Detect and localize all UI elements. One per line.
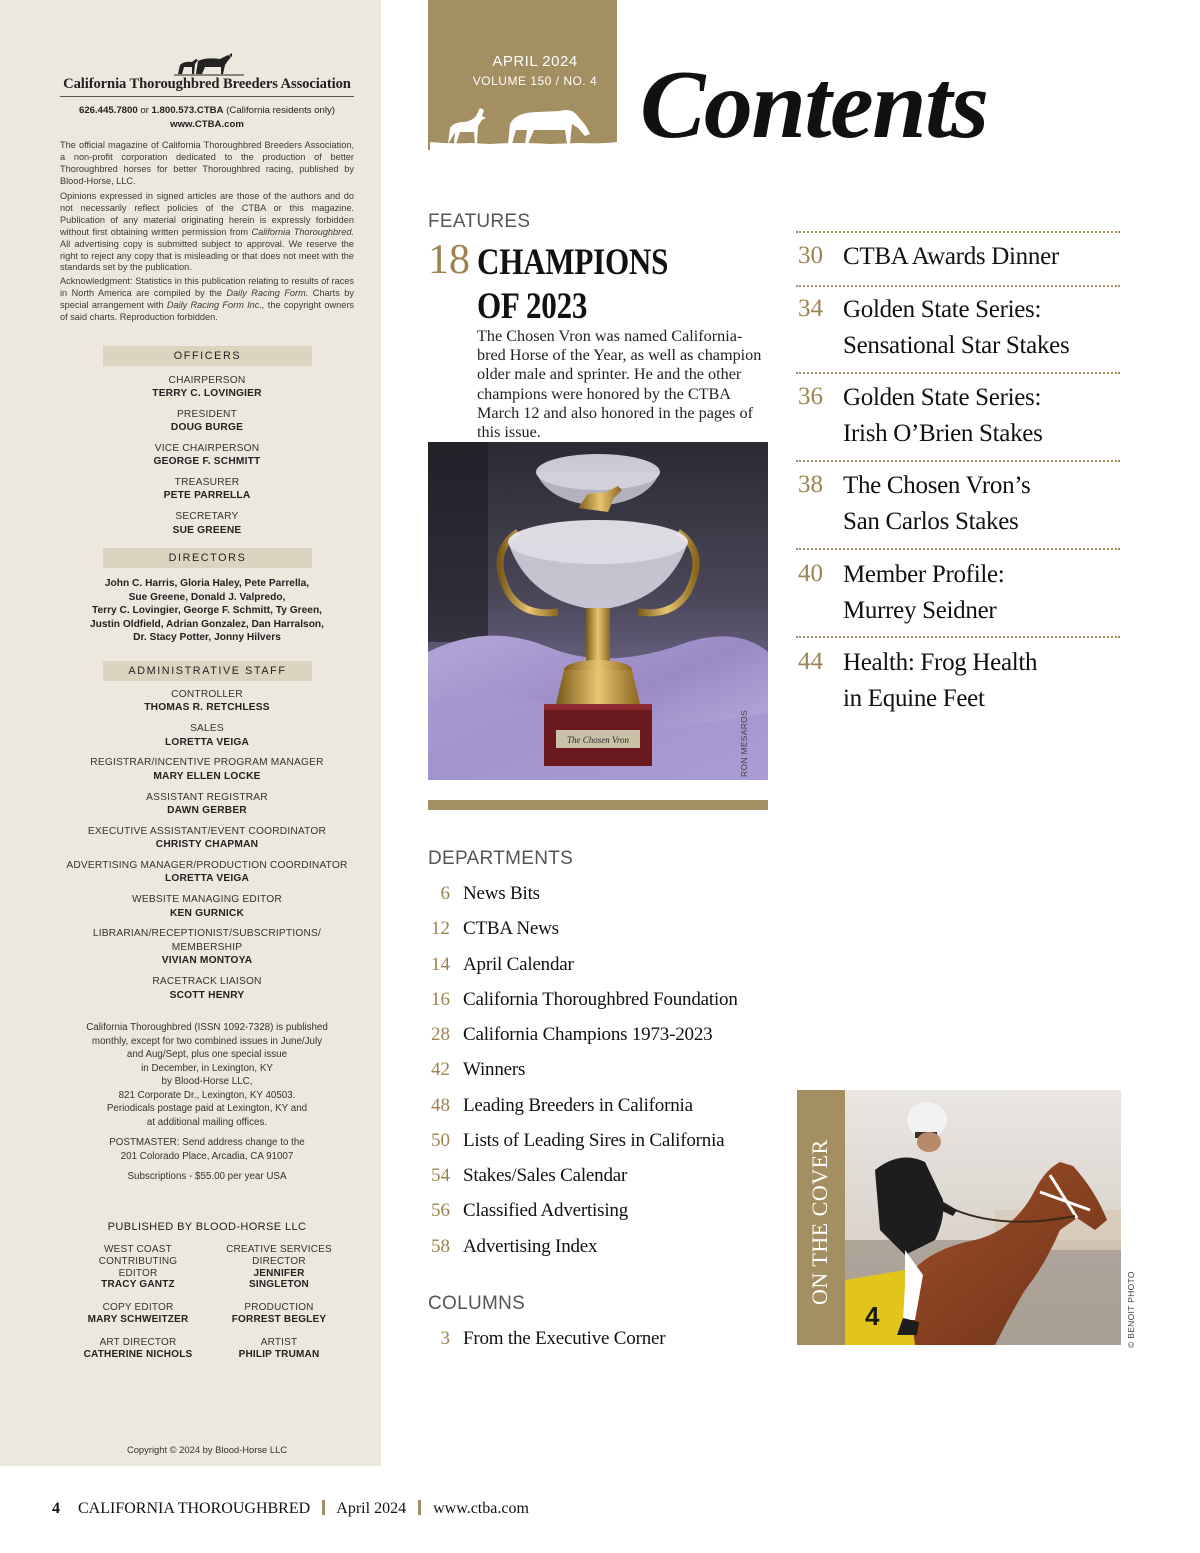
- about-paragraph: The official magazine of California Thoroughbred Breeders Association, a non-profit corporation dedicated to the production of better Thoroughbred horses for better Thoroughbred racing, published by Blood-Horse, LLC.: [60, 140, 354, 186]
- staff-credit: [204, 1302, 354, 1326]
- directors-line: John C. Harris, Gloria Haley, Pete Parrella,: [104, 578, 310, 589]
- dotted-divider: [796, 636, 1120, 638]
- staff-role: ADVERTISING MANAGER/PRODUCTION COORDINATOR: [66, 860, 348, 871]
- officer-name: SUE GREENE: [172, 525, 242, 536]
- department-page[interactable]: 6: [440, 883, 450, 904]
- published-by: PUBLISHED BY BLOOD-HORSE LLC: [107, 1221, 307, 1233]
- feature-page[interactable]: 36: [798, 383, 823, 410]
- directors-line: Sue Greene, Donald J. Valpredo,: [128, 591, 286, 603]
- department-title[interactable]: Leading Breeders in California: [463, 1095, 693, 1116]
- department-page[interactable]: 54: [431, 1165, 450, 1186]
- divider: [60, 96, 354, 97]
- department-title[interactable]: News Bits: [463, 883, 540, 904]
- phone-or: or: [140, 105, 149, 116]
- postmaster-line: POSTMASTER: Send address change to the: [109, 1137, 305, 1148]
- credit-name: FORREST BEGLEY: [231, 1313, 327, 1325]
- feature-title-line: Golden State Series:: [843, 296, 1042, 323]
- feature-title[interactable]: [843, 239, 1173, 275]
- disclaimer-text: Opinions expressed in signed articles are those of the authors and do not necessarily reflect policies of the CTBA or this magazine. Publication of any material originating herein is expressly forbidden without first obtaining written permission from: [60, 191, 354, 237]
- phone-main: 626.445.7800: [78, 105, 138, 116]
- officer-role: PRESIDENT: [176, 409, 238, 420]
- issue-date: APRIL 2024: [492, 53, 578, 70]
- masthead-sidebar: [0, 0, 381, 1466]
- cover-photo-credit: © BENOIT PHOTO: [1126, 1271, 1136, 1348]
- feature-title-line: in Equine Feet: [843, 685, 985, 712]
- website-link[interactable]: www.CTBA.com: [170, 119, 244, 130]
- staff-role-continued: MEMBERSHIP: [171, 942, 243, 953]
- officer-name: TERRY C. LOVINGIER: [152, 388, 262, 399]
- publication-line: by Blood-Horse LLC,: [161, 1076, 253, 1087]
- publication-line: and Aug/Sept, plus one special issue: [126, 1049, 288, 1060]
- ack-text-2: Charts by special arrangement with: [60, 287, 354, 310]
- association-name: California Thoroughbred Breeders Association: [63, 76, 351, 92]
- credit-role: CONTRIBUTING: [98, 1255, 178, 1267]
- page-title: Contents: [640, 51, 988, 159]
- staff-role: CONTROLLER: [171, 689, 243, 700]
- subscription-price: Subscriptions - $55.00 per year USA: [127, 1171, 287, 1182]
- feature-title[interactable]: [843, 380, 1173, 452]
- phone-note: (California residents only): [226, 105, 335, 116]
- credit-role: ARTIST: [260, 1337, 298, 1348]
- staff-role: RACETRACK LIAISON: [152, 976, 262, 987]
- publication-line: Periodicals postage paid at Lexington, KY and: [106, 1103, 308, 1114]
- column-title[interactable]: From the Executive Corner: [463, 1328, 666, 1349]
- footer-separator: [322, 1500, 325, 1515]
- features-heading: FEATURES: [428, 211, 531, 232]
- staff-name: VIVIAN MONTOYA: [161, 955, 253, 966]
- credit-name: SINGLETON: [249, 1279, 309, 1291]
- directors-heading: DIRECTORS: [103, 548, 312, 568]
- lead-feature-page[interactable]: 18: [428, 237, 470, 283]
- photo-credit: RON MESAROS: [739, 709, 749, 777]
- department-title[interactable]: Winners: [463, 1059, 526, 1080]
- department-page[interactable]: 12: [431, 918, 450, 939]
- lead-feature-title-line: OF 2023: [477, 286, 588, 327]
- department-title[interactable]: Lists of Leading Sires in California: [463, 1130, 725, 1151]
- lead-feature-title-line: CHAMPIONS: [477, 242, 669, 283]
- credit-name: PHILIP TRUMAN: [238, 1348, 320, 1360]
- staff-role: LIBRARIAN/RECEPTIONIST/SUBSCRIPTIONS/: [92, 928, 322, 939]
- credit-role: ART DIRECTOR: [99, 1337, 177, 1348]
- department-page[interactable]: 16: [431, 989, 450, 1010]
- dotted-divider: [796, 548, 1120, 550]
- officer-role: SECRETARY: [175, 511, 239, 522]
- department-page[interactable]: 48: [431, 1095, 450, 1116]
- copyright-notice: Copyright © 2024 by Blood-Horse LLC: [126, 1444, 288, 1455]
- feature-title-line: Member Profile:: [843, 561, 1005, 588]
- column-page[interactable]: 3: [440, 1328, 450, 1349]
- credit-role: PRODUCTION: [244, 1302, 314, 1313]
- staff-role: WEBSITE MANAGING EDITOR: [132, 894, 282, 905]
- staff-name: KEN GURNICK: [169, 908, 245, 919]
- directors-line: Justin Oldfield, Adrian Gonzalez, Dan Harralson,: [90, 618, 324, 630]
- phone-line: [0, 105, 414, 116]
- dotted-divider: [796, 231, 1120, 233]
- feature-title-line: San Carlos Stakes: [843, 508, 1019, 535]
- columns-heading: COLUMNS: [428, 1293, 526, 1314]
- department-page[interactable]: 42: [431, 1059, 450, 1080]
- feature-title-line: CTBA Awards Dinner: [843, 243, 1059, 270]
- feature-title[interactable]: [843, 292, 1173, 364]
- department-title[interactable]: Classified Advertising: [463, 1200, 629, 1221]
- cover-label: ON THE COVER: [807, 1139, 832, 1305]
- department-page[interactable]: 58: [431, 1236, 450, 1257]
- cover-photo[interactable]: [845, 1090, 1121, 1345]
- staff-name: SCOTT HENRY: [169, 990, 245, 1001]
- feature-page[interactable]: 30: [798, 242, 823, 269]
- department-page[interactable]: 56: [431, 1200, 450, 1221]
- credit-role: COPY EDITOR: [102, 1302, 174, 1313]
- staff-name: DAWN GERBER: [167, 805, 247, 816]
- departments-heading: DEPARTMENTS: [428, 848, 574, 869]
- svg-text:4: 4: [865, 1301, 880, 1331]
- disclaimer-paragraph: [60, 191, 354, 274]
- department-page[interactable]: 50: [431, 1130, 450, 1151]
- issue-volume: VOLUME 150 / NO. 4: [472, 74, 598, 88]
- staff-name: THOMAS R. RETCHLESS: [144, 702, 270, 713]
- directors-line: Dr. Stacy Potter, Jonny Hilvers: [133, 632, 281, 644]
- feature-page[interactable]: 44: [798, 648, 823, 675]
- feature-title-line: Irish O’Brien Stakes: [843, 420, 1043, 447]
- department-title[interactable]: Advertising Index: [463, 1236, 598, 1257]
- ack-drf: Daily Racing Form.: [226, 287, 309, 298]
- officer-role: TREASURER: [174, 477, 240, 488]
- credit-name: MARY SCHWEITZER: [87, 1313, 189, 1325]
- staff-role: EXECUTIVE ASSISTANT/EVENT COORDINATOR: [87, 826, 327, 837]
- publication-line: California Thoroughbred (ISSN 1092-7328) is published: [86, 1022, 328, 1033]
- department-page[interactable]: 14: [431, 954, 450, 975]
- dotted-divider: [796, 372, 1120, 374]
- staff-name: MARY ELLEN LOCKE: [153, 771, 261, 782]
- disclaimer-magazine: California Thoroughbred.: [251, 226, 354, 237]
- postmaster-line: 201 Colorado Place, Arcadia, CA 91007: [120, 1150, 294, 1162]
- publication-line: at additional mailing offices.: [146, 1116, 268, 1128]
- staff-role: REGISTRAR/INCENTIVE PROGRAM MANAGER: [90, 757, 324, 768]
- postmaster-notice: [60, 1136, 354, 1163]
- department-title[interactable]: April Calendar: [463, 954, 574, 975]
- staff-credit: [204, 1244, 354, 1291]
- officer-role: VICE CHAIRPERSON: [154, 443, 260, 454]
- credit-name: JENNIFER: [253, 1267, 305, 1279]
- ack-text-3: the copyright owners of said charts. Reproduction forbidden.: [60, 299, 354, 322]
- feature-title-line: Health: Frog Health: [843, 649, 1038, 676]
- footer-separator: [418, 1500, 421, 1515]
- staff-heading: ADMINISTRATIVE STAFF: [103, 661, 312, 681]
- department-title[interactable]: CTBA News: [463, 918, 559, 939]
- officer-role: CHAIRPERSON: [168, 375, 246, 386]
- publication-line: 821 Corporate Dr., Lexington, KY 40503.: [118, 1089, 296, 1101]
- accent-bar: [428, 800, 768, 810]
- publication-notice: [60, 1021, 354, 1129]
- staff-name: CHRISTY CHAPMAN: [155, 839, 259, 850]
- dotted-divider: [796, 460, 1120, 462]
- directors-line: Terry C. Lovingier, George F. Schmitt, Ty Green,: [91, 605, 323, 617]
- lead-feature-description: The Chosen Vron was named California-bred Horse of the Year, as well as champion older male and sprinter. He and the other champions were honored by the CTBA March 12 and also honored in the pages of this issue.: [477, 327, 762, 442]
- publication-line: monthly, except for two combined issues in June/July: [91, 1035, 323, 1047]
- feature-title-line: Golden State Series:: [843, 384, 1042, 411]
- dotted-divider: [796, 285, 1120, 287]
- ack-drf-inc: Daily Racing Form Inc.,: [166, 299, 265, 310]
- officer-name: GEORGE F. SCHMITT: [153, 456, 261, 467]
- officer-name: PETE PARRELLA: [163, 490, 251, 501]
- credit-role: EDITOR: [118, 1267, 158, 1279]
- website-footer-link[interactable]: www.ctba.com: [433, 1500, 529, 1517]
- page-footer: [52, 1500, 529, 1518]
- credit-role: CREATIVE SERVICES: [226, 1244, 332, 1255]
- lead-feature-title[interactable]: [477, 241, 712, 329]
- mare-and-foal-icon: [430, 100, 617, 150]
- staff-role: SALES: [190, 723, 224, 734]
- feature-title-line: The Chosen Vron’s: [843, 472, 1031, 499]
- staff-role: ASSISTANT REGISTRAR: [146, 792, 268, 803]
- page-number: 4: [52, 1500, 60, 1517]
- issue-date-footer: April 2024: [336, 1500, 407, 1517]
- trophy-photo: [428, 442, 768, 780]
- department-page[interactable]: 28: [431, 1024, 450, 1045]
- staff-name: LORETTA VEIGA: [164, 737, 250, 748]
- staff-name: LORETTA VEIGA: [164, 873, 250, 884]
- disclaimer-text-2: All advertising copy is submitted subject to approval. We reserve the right to reject any copy that is misleading or that does not meet with the standards set by the publication.: [60, 238, 354, 273]
- staff-credit: [63, 1302, 213, 1326]
- acknowledgment-paragraph: [60, 276, 354, 324]
- credit-role: WEST COAST: [104, 1244, 172, 1255]
- department-title[interactable]: California Champions 1973-2023: [463, 1024, 713, 1045]
- feature-title[interactable]: [843, 645, 1173, 717]
- credit-name: TRACY GANTZ: [101, 1279, 175, 1291]
- directors-list: [0, 577, 414, 645]
- credit-role: DIRECTOR: [252, 1255, 306, 1267]
- magazine-name: CALIFORNIA THOROUGHBRED: [78, 1500, 311, 1517]
- feature-title-line: Sensational Star Stakes: [843, 332, 1070, 359]
- trophy-plate-text: The Chosen Vron: [567, 735, 629, 745]
- staff-credit: [63, 1244, 213, 1291]
- department-title[interactable]: California Thoroughbred Foundation: [463, 989, 738, 1010]
- officers-heading: OFFICERS: [103, 346, 312, 366]
- ack-text: Acknowledgment: Statistics in this publication relating to results of races in North America are compiled by the: [60, 276, 354, 298]
- feature-page[interactable]: 40: [798, 560, 823, 587]
- staff-credit: [204, 1337, 354, 1361]
- department-title[interactable]: Stakes/Sales Calendar: [463, 1165, 628, 1186]
- feature-title[interactable]: [843, 557, 1173, 629]
- feature-page[interactable]: 38: [798, 471, 823, 498]
- feature-page[interactable]: 34: [798, 295, 823, 322]
- publication-line: in December, in Lexington, KY: [141, 1062, 273, 1074]
- ctba-horses-logo-icon: [174, 53, 244, 77]
- feature-title-line: Murrey Seidner: [843, 597, 997, 624]
- credit-name: CATHERINE NICHOLS: [83, 1348, 193, 1360]
- officer-name: DOUG BURGE: [170, 422, 244, 433]
- feature-title[interactable]: [843, 468, 1173, 540]
- phone-toll-free: 1.800.573.CTBA: [151, 105, 224, 116]
- staff-credit: [63, 1337, 213, 1361]
